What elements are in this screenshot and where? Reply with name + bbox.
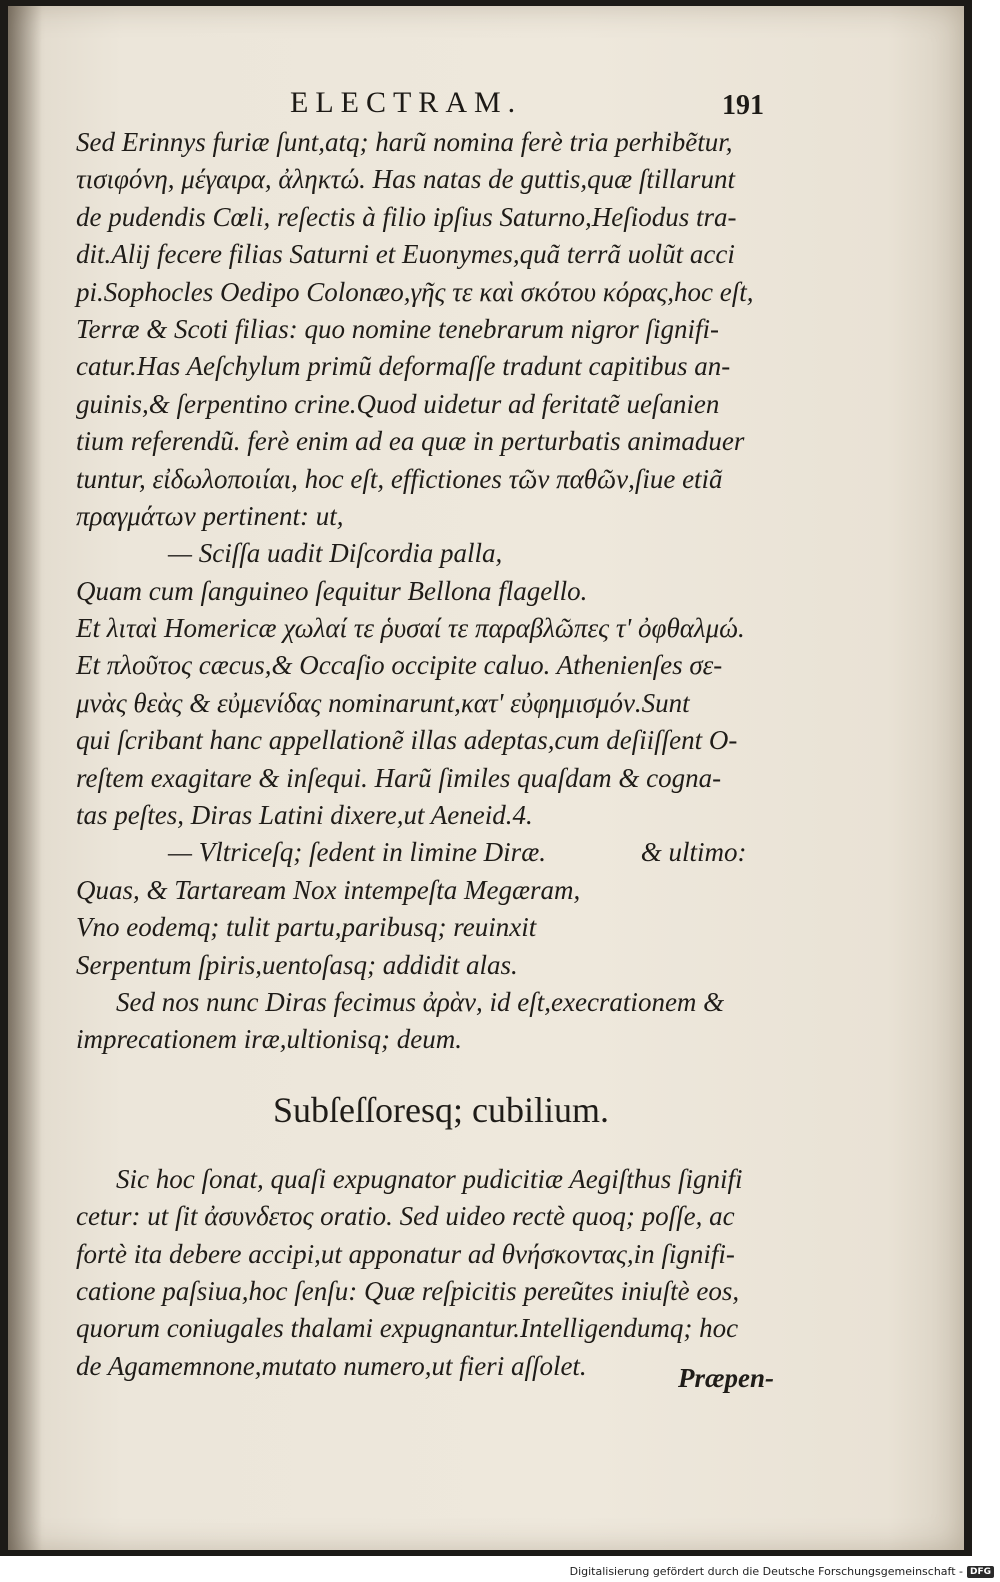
catchword: Præpen- <box>678 1363 774 1393</box>
text-line: Sed nos nunc Diras fecimus ἀρὰν, id eſt,execrationem & <box>116 986 725 1017</box>
text-line: tuntur, εἰδωλοποιίαι, hoc eſt, effictiones τῶν παθῶν,ſiue etiã <box>76 463 723 494</box>
text-line: τισιφόνη, μέγαιρα, ἀληκτώ. Has natas de guttis,quæ ſtillarunt <box>76 164 735 195</box>
text-line: Et λιταὶ Homericæ χωλαί τε ῥυσαί τε παραβλῶπες τ' ὀφθαλμώ. <box>76 613 745 644</box>
dfg-logo: DFG <box>967 1566 994 1578</box>
section-title: Subſeſſoresq; cubilium. <box>273 1089 609 1130</box>
text-line: qui ſcribant hanc appellationẽ illas adeptas,cum deſiiſſent O- <box>76 725 738 756</box>
text-line: πραγμάτων pertinent: ut, <box>76 500 344 531</box>
verse-line <box>76 834 776 871</box>
text-line: de Agamemnone,mutato numero,ut fieri aſſolet. <box>76 1350 587 1381</box>
verse-line: Vno eodemq; tulit partu,paribusq; reuinxit <box>76 912 537 943</box>
verse-line: Quas, & Tartaream Nox intempeſta Megæram, <box>76 874 581 905</box>
text-line: cetur: ut ſit ἀσυνδετος oratio. Sed uideo rectè quoq; poſſe, ac <box>76 1201 735 1232</box>
text-line: guinis,& ſerpentino crine.Quod uidetur ad feritatẽ ueſanien <box>76 388 720 419</box>
text-line: tium referendũ. ferè enim ad ea quæ in perturbatis animaduer <box>76 426 745 457</box>
verse-tail: & ultimo: <box>640 837 747 868</box>
verse-line: — Sciſſa uadit Diſcordia palla, <box>168 538 503 569</box>
text-line: catur.Has Aeſchylum primũ deformaſſe tradunt capitibus an- <box>76 351 731 382</box>
text-line: de pudendis Cœli, reſectis à filio ipſius Saturno,Heſiodus tra- <box>76 201 737 232</box>
spacer <box>76 1059 776 1075</box>
text-line: Sic hoc ſonat, quaſi expugnator pudicitiæ Aegiſthus ſignifi <box>116 1163 743 1194</box>
text-line: imprecationem iræ,ultionisq; deum. <box>76 1024 462 1055</box>
text-line: catione paſsiua,hoc ſenſu: Quæ reſpicitis pereũtes iniuſtè eos, <box>76 1275 740 1306</box>
digitization-credit <box>570 1565 994 1578</box>
spacer <box>76 1145 776 1161</box>
verse-text: — Vltriceſq; ſedent in limine Diræ. <box>168 837 546 868</box>
page-number: 191 <box>722 90 764 121</box>
text-line: Et πλοῦτος cæcus,& Occaſio occipite caluo. Athenienſes σε- <box>76 650 723 681</box>
running-title: ELECTRAM. <box>290 86 523 119</box>
text-line: tas peſtes, Diras Latini dixere,ut Aeneid.4. <box>76 800 533 831</box>
verse-line: Quam cum ſanguineo ſequitur Bellona flagello. <box>76 575 588 606</box>
text-line: Sed Erinnys furiæ ſunt,atq; harũ nomina ferè tria perhibẽtur, <box>76 127 733 157</box>
book-page <box>8 6 964 1550</box>
page-text <box>76 124 776 1385</box>
verse-line: Serpentum ſpiris,uentoſasq; addidit alas. <box>76 949 518 980</box>
text-line: μνὰς θεὰς & εὐμενίδας nominarunt,κατ' εὐφημισμόν.Sunt <box>76 687 690 718</box>
text-line: quorum coniugales thalami expugnantur.Intelligendumq; hoc <box>76 1313 739 1344</box>
binding-shadow <box>8 6 42 1550</box>
page-header <box>8 86 964 126</box>
text-line: pi.Sophocles Oedipo Colonæo,γῆς τε καὶ σκότου κόρας,hoc eſt, <box>76 276 754 307</box>
text-line: reſtem exagitare & inſequi. Harũ ſimiles quaſdam & cogna- <box>76 762 722 793</box>
text-line: fortè ita debere accipi,ut apponatur ad θνήσκοντας,in ſignifi- <box>76 1238 735 1269</box>
credit-text: Digitalisierung gefördert durch die Deutsche Forschungsgemeinschaft - <box>569 1565 963 1578</box>
text-line: dit.Alij fecere filias Saturni et Euonymes,quã terrã uolũt acci <box>76 239 735 270</box>
text-line: Terræ & Scoti filias: quo nomine tenebrarum nigror ſignifi- <box>76 313 720 344</box>
